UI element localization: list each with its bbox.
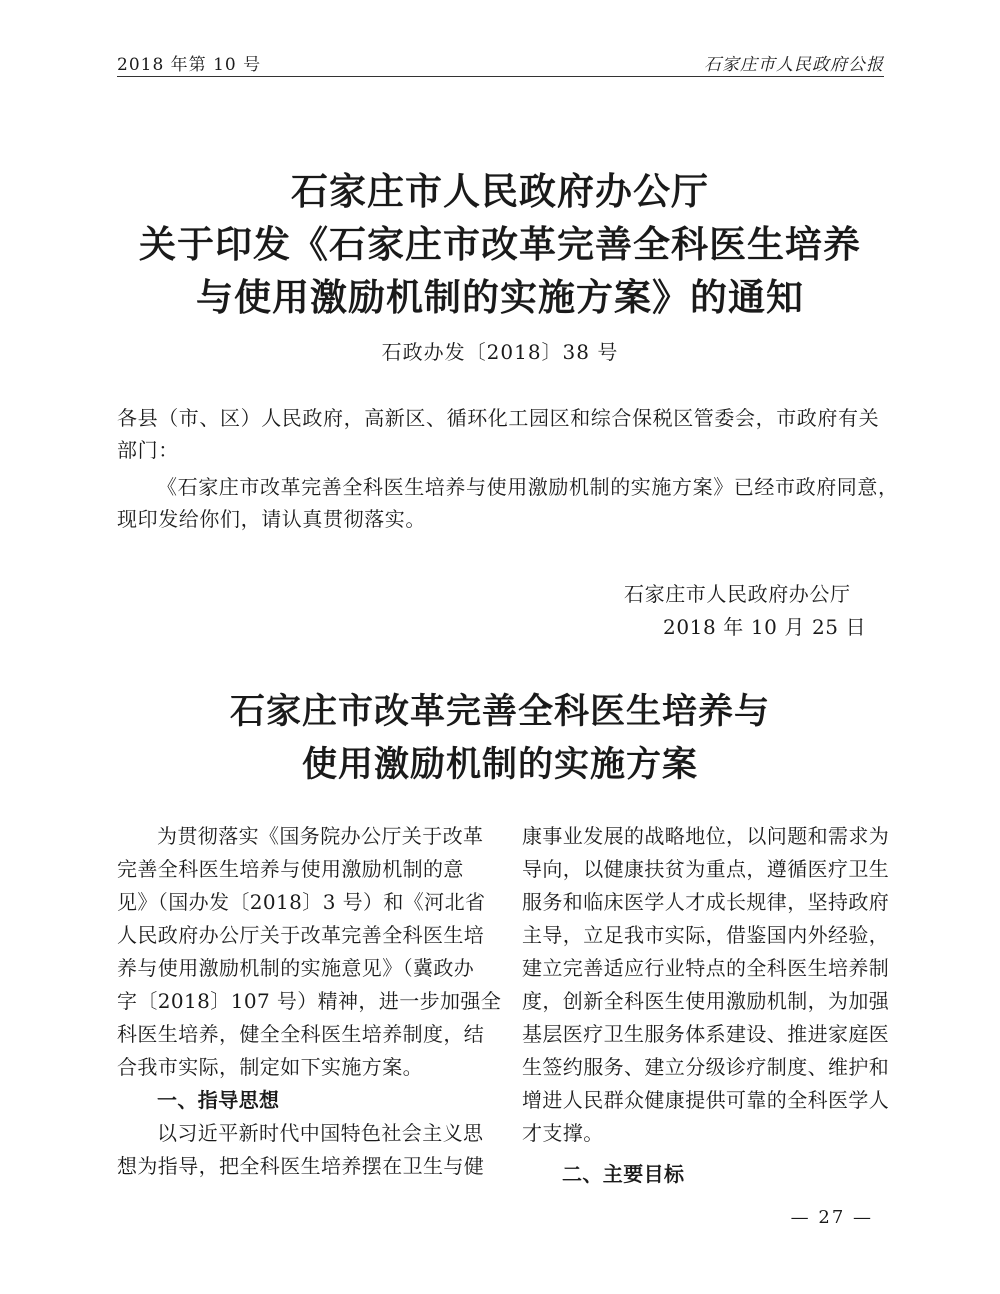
intro-line-7: 科医生培养，健全全科医生培养制度，结 [117, 1022, 485, 1046]
notice-title-line-3: 与使用激励机制的实施方案》的通知 [196, 275, 804, 319]
right-line-2: 导向，以健康扶贫为重点，遵循医疗卫生 [522, 857, 890, 881]
body-line-1: 《石家庄市改革完善全科医生培养与使用激励机制的实施方案》已经市政府同意， [157, 475, 899, 499]
addressee-line-2: 部门： [117, 438, 179, 462]
notice-addressee [117, 402, 887, 466]
header-publication: 石家庄市人民政府公报 [704, 55, 884, 75]
section-2-heading: 二、主要目标 [562, 1162, 685, 1186]
intro-line-4: 人民政府办公厅关于改革完善全科医生培 [117, 923, 485, 947]
addressee-line-1: 各县（市、区）人民政府，高新区、循环化工园区和综合保税区管委会，市政府有关 [117, 406, 880, 430]
intro-line-3: 见》（国办发〔2018〕3 号）和《河北省 [117, 890, 486, 914]
right-line-8: 生签约服务、建立分级诊疗制度、维护和 [522, 1055, 890, 1079]
right-line-3: 服务和临床医学人才成长规律，坚持政府 [522, 890, 890, 914]
notice-date: 2018 年 10 月 25 日 [663, 615, 867, 639]
plan-title-line-2: 使用激励机制的实施方案 [301, 744, 698, 785]
left-column [117, 820, 502, 1183]
document-number: 石政办发〔2018〕38 号 [381, 340, 619, 364]
header-issue: 2018 年第 10 号 [117, 55, 262, 75]
right-line-10: 才支撑。 [522, 1121, 604, 1145]
section-1-line-1: 以习近平新时代中国特色社会主义思 [157, 1121, 484, 1145]
section-1-line-2: 想为指导，把全科医生培养摆在卫生与健 [117, 1154, 485, 1178]
right-line-7: 基层医疗卫生服务体系建设、推进家庭医 [522, 1022, 890, 1046]
right-line-6: 度，创新全科医生使用激励机制，为加强 [522, 989, 890, 1013]
plan-title-line-1: 石家庄市改革完善全科医生培养与 [229, 691, 770, 732]
intro-line-2: 完善全科医生培养与使用激励机制的意 [117, 857, 464, 881]
header-divider [117, 76, 884, 77]
right-line-1: 康事业发展的战略地位，以问题和需求为 [522, 824, 890, 848]
right-line-9: 增进人民群众健康提供可靠的全科医学人 [522, 1088, 890, 1112]
intro-line-8: 合我市实际，制定如下实施方案。 [117, 1055, 423, 1079]
notice-body [117, 471, 899, 535]
section-1-heading: 一、指导思想 [157, 1088, 280, 1112]
right-line-5: 建立完善适应行业特点的全科医生培养制 [522, 956, 890, 980]
right-line-4: 主导，立足我市实际，借鉴国内外经验， [522, 923, 890, 947]
intro-line-5: 养与使用激励机制的实施意见》（冀政办 [117, 956, 475, 980]
notice-title-line-2: 关于印发《石家庄市改革完善全科医生培养 [139, 222, 861, 266]
notice-title-line-1: 石家庄市人民政府办公厅 [291, 169, 709, 213]
notice-signer: 石家庄市人民政府办公厅 [624, 582, 851, 606]
right-column [522, 820, 890, 1191]
intro-line-1: 为贯彻落实《国务院办公厅关于改革 [157, 824, 484, 848]
body-line-2: 现印发给你们，请认真贯彻落实。 [117, 507, 426, 531]
page-number: — 27 — [790, 1207, 873, 1228]
intro-line-6: 字〔2018〕107 号）精神，进一步加强全 [117, 989, 502, 1013]
